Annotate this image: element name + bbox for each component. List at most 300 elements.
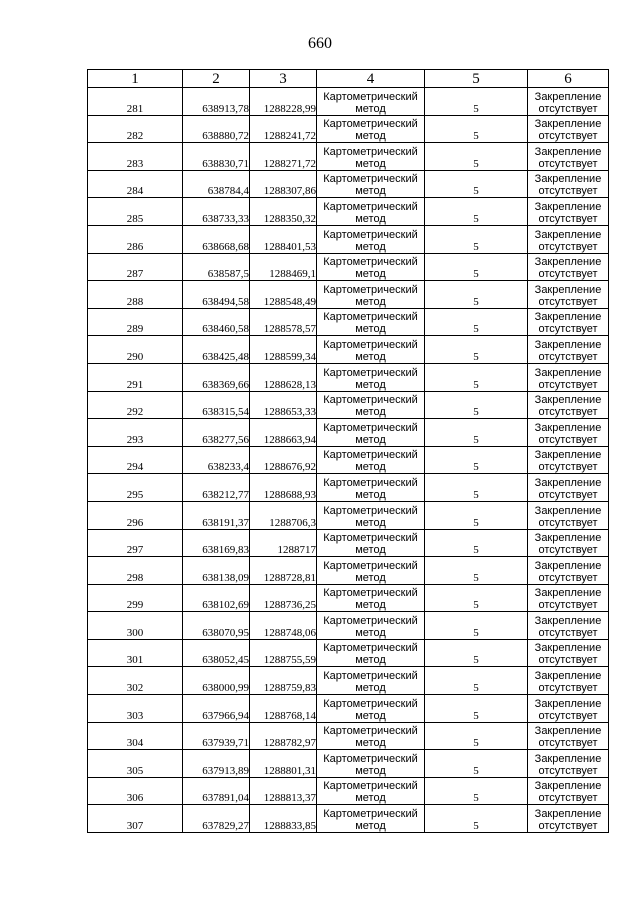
fixing-text-line: отсутствует [538,709,598,722]
header-col-6: 6 [528,70,609,88]
point-number-cell: 296 [88,501,183,529]
header-row [88,70,609,88]
fixing-cell [528,446,609,474]
accuracy-cell: 5 [425,474,528,502]
method-text-line: метод [355,378,386,391]
x-coordinate-cell: 638668,68 [183,225,250,253]
method-cell [317,557,425,585]
x-coordinate-cell: 638460,58 [183,308,250,336]
accuracy-cell: 5 [425,419,528,447]
fixing-text-line: Закрепление [534,614,602,627]
fixing-cell [528,253,609,281]
method-text-line: Картометрический [323,366,418,379]
method-cell [317,639,425,667]
fixing-cell [528,143,609,171]
method-text-line: Картометрический [323,587,418,600]
x-coordinate-cell: 638784,4 [183,170,250,198]
header-col-1: 1 [88,70,183,88]
x-coordinate-cell: 637913,89 [183,750,250,778]
table-row [88,722,609,750]
y-coordinate-cell: 1288307,86 [250,170,317,198]
fixing-text-line: Закрепление [534,421,602,434]
y-coordinate-cell: 1288728,81 [250,557,317,585]
point-number-cell: 286 [88,225,183,253]
fixing-text-line: отсутствует [538,212,598,225]
y-coordinate-cell: 1288241,72 [250,115,317,143]
table-row [88,143,609,171]
method-cell [317,584,425,612]
fixing-text-line: отсутствует [538,378,598,391]
fixing-cell [528,612,609,640]
table-row [88,667,609,695]
method-cell [317,695,425,723]
table-row [88,557,609,585]
fixing-text-line: отсутствует [538,323,598,336]
y-coordinate-cell: 1288628,13 [250,363,317,391]
method-text-line: метод [355,626,386,639]
method-text-line: метод [355,240,386,253]
method-cell [317,391,425,419]
fixing-text-line: Закрепление [534,228,602,241]
method-text-line: метод [355,682,386,695]
y-coordinate-cell: 1288748,06 [250,612,317,640]
fixing-cell [528,474,609,502]
fixing-text-line: Закрепление [534,476,602,489]
table-row [88,612,609,640]
fixing-cell [528,722,609,750]
x-coordinate-cell: 638169,83 [183,529,250,557]
fixing-text-line: отсутствует [538,268,598,281]
method-cell [317,198,425,226]
method-text-line: метод [355,212,386,225]
fixing-text-line: отсутствует [538,157,598,170]
accuracy-cell: 5 [425,446,528,474]
method-cell [317,88,425,116]
x-coordinate-cell: 638212,77 [183,474,250,502]
accuracy-cell: 5 [425,88,528,116]
accuracy-cell: 5 [425,529,528,557]
fixing-text-line: Закрепление [534,504,602,517]
fixing-text-line: Закрепление [534,642,602,655]
y-coordinate-cell: 1288833,85 [250,805,317,833]
method-cell [317,446,425,474]
x-coordinate-cell: 638000,99 [183,667,250,695]
y-coordinate-cell: 1288801,31 [250,750,317,778]
fixing-text-line: Закрепление [534,366,602,379]
method-cell [317,143,425,171]
method-text-line: Картометрический [323,642,418,655]
method-cell [317,253,425,281]
header-col-2: 2 [183,70,250,88]
table-row [88,419,609,447]
method-text-line: метод [355,268,386,281]
point-number-cell: 297 [88,529,183,557]
x-coordinate-cell: 638733,33 [183,198,250,226]
fixing-text-line: Закрепление [534,808,602,821]
header-col-4: 4 [317,70,425,88]
method-text-line: метод [355,157,386,170]
method-text-line: метод [355,350,386,363]
fixing-text-line: отсутствует [538,516,598,529]
method-text-line: Картометрический [323,228,418,241]
table-row [88,391,609,419]
method-text-line: Картометрический [323,504,418,517]
method-text-line: Картометрический [323,476,418,489]
table-row [88,584,609,612]
accuracy-cell: 5 [425,198,528,226]
point-number-cell: 290 [88,336,183,364]
point-number-cell: 293 [88,419,183,447]
fixing-text-line: Закрепление [534,697,602,710]
method-cell [317,612,425,640]
x-coordinate-cell: 638315,54 [183,391,250,419]
method-text-line: метод [355,571,386,584]
point-number-cell: 295 [88,474,183,502]
method-text-line: метод [355,709,386,722]
method-text-line: метод [355,130,386,143]
point-number-cell: 287 [88,253,183,281]
y-coordinate-cell: 1288755,59 [250,639,317,667]
fixing-text-line: Закрепление [534,145,602,158]
fixing-text-line: Закрепление [534,449,602,462]
method-text-line: Картометрический [323,283,418,296]
table-row [88,805,609,833]
table-row [88,253,609,281]
method-text-line: Картометрический [323,311,418,324]
accuracy-cell: 5 [425,639,528,667]
point-number-cell: 283 [88,143,183,171]
fixing-text-line: Закрепление [534,173,602,186]
fixing-cell [528,805,609,833]
x-coordinate-cell: 637966,94 [183,695,250,723]
method-text-line: Картометрический [323,118,418,131]
x-coordinate-cell: 637891,04 [183,777,250,805]
fixing-text-line: Закрепление [534,752,602,765]
method-cell [317,501,425,529]
y-coordinate-cell: 1288228,99 [250,88,317,116]
method-cell [317,722,425,750]
table-row [88,777,609,805]
y-coordinate-cell: 1288578,57 [250,308,317,336]
method-text-line: Картометрический [323,670,418,683]
x-coordinate-cell: 638070,95 [183,612,250,640]
table-row [88,363,609,391]
method-text-line: метод [355,185,386,198]
fixing-text-line: отсутствует [538,792,598,805]
fixing-text-line: Закрепление [534,394,602,407]
method-text-line: Картометрический [323,200,418,213]
accuracy-cell: 5 [425,281,528,309]
method-cell [317,419,425,447]
fixing-text-line: отсутствует [538,295,598,308]
method-cell [317,281,425,309]
point-number-cell: 298 [88,557,183,585]
y-coordinate-cell: 1288676,92 [250,446,317,474]
header-col-5: 5 [425,70,528,88]
method-text-line: метод [355,764,386,777]
method-text-line: метод [355,544,386,557]
table-row [88,88,609,116]
x-coordinate-cell: 638880,72 [183,115,250,143]
point-number-cell: 285 [88,198,183,226]
method-cell [317,170,425,198]
fixing-cell [528,336,609,364]
fixing-cell [528,584,609,612]
method-text-line: метод [355,516,386,529]
accuracy-cell: 5 [425,501,528,529]
x-coordinate-cell: 638494,58 [183,281,250,309]
method-text-line: Картометрический [323,697,418,710]
table-header [88,70,609,88]
point-number-cell: 289 [88,308,183,336]
fixing-cell [528,363,609,391]
coordinates-table [87,69,609,833]
table-row [88,474,609,502]
fixing-text-line: отсутствует [538,130,598,143]
method-text-line: Картометрический [323,725,418,738]
method-text-line: метод [355,792,386,805]
method-text-line: метод [355,599,386,612]
fixing-cell [528,308,609,336]
fixing-text-line: отсутствует [538,240,598,253]
fixing-cell [528,501,609,529]
method-text-line: Картометрический [323,338,418,351]
fixing-text-line: Закрепление [534,90,602,103]
x-coordinate-cell: 638913,78 [183,88,250,116]
fixing-text-line: Закрепление [534,118,602,131]
y-coordinate-cell: 1288759,83 [250,667,317,695]
point-number-cell: 299 [88,584,183,612]
y-coordinate-cell: 1288706,3 [250,501,317,529]
fixing-text-line: Закрепление [534,311,602,324]
y-coordinate-cell: 1288813,37 [250,777,317,805]
fixing-text-line: отсутствует [538,571,598,584]
method-cell [317,115,425,143]
fixing-text-line: Закрепление [534,780,602,793]
table-row [88,501,609,529]
fixing-text-line: отсутствует [538,350,598,363]
y-coordinate-cell: 1288688,93 [250,474,317,502]
method-text-line: Картометрический [323,449,418,462]
fixing-cell [528,115,609,143]
point-number-cell: 292 [88,391,183,419]
fixing-cell [528,281,609,309]
table-row [88,170,609,198]
y-coordinate-cell: 1288401,53 [250,225,317,253]
point-number-cell: 282 [88,115,183,143]
y-coordinate-cell: 1288548,49 [250,281,317,309]
y-coordinate-cell: 1288469,1 [250,253,317,281]
y-coordinate-cell: 1288663,94 [250,419,317,447]
fixing-text-line: отсутствует [538,820,598,833]
fixing-cell [528,529,609,557]
table-body [88,88,609,833]
method-text-line: метод [355,406,386,419]
method-text-line: метод [355,295,386,308]
point-number-cell: 291 [88,363,183,391]
method-text-line: Картометрический [323,145,418,158]
fixing-text-line: Закрепление [534,338,602,351]
accuracy-cell: 5 [425,253,528,281]
method-cell [317,750,425,778]
fixing-cell [528,88,609,116]
fixing-cell [528,419,609,447]
accuracy-cell: 5 [425,391,528,419]
fixing-text-line: Закрепление [534,559,602,572]
table-row [88,198,609,226]
method-cell [317,667,425,695]
x-coordinate-cell: 637939,71 [183,722,250,750]
method-text-line: метод [355,102,386,115]
method-text-line: Картометрический [323,614,418,627]
fixing-text-line: отсутствует [538,544,598,557]
x-coordinate-cell: 638191,37 [183,501,250,529]
table-row [88,695,609,723]
fixing-text-line: отсутствует [538,185,598,198]
table-row [88,639,609,667]
fixing-text-line: Закрепление [534,532,602,545]
fixing-cell [528,391,609,419]
method-cell [317,336,425,364]
method-text-line: Картометрический [323,394,418,407]
method-cell [317,308,425,336]
method-text-line: Картометрический [323,256,418,269]
x-coordinate-cell: 638277,56 [183,419,250,447]
method-text-line: Картометрический [323,421,418,434]
method-text-line: Картометрический [323,532,418,545]
accuracy-cell: 5 [425,750,528,778]
method-cell [317,363,425,391]
accuracy-cell: 5 [425,308,528,336]
x-coordinate-cell: 638369,66 [183,363,250,391]
fixing-text-line: отсутствует [538,406,598,419]
fixing-text-line: Закрепление [534,587,602,600]
fixing-cell [528,777,609,805]
y-coordinate-cell: 1288599,34 [250,336,317,364]
fixing-cell [528,750,609,778]
x-coordinate-cell: 638425,48 [183,336,250,364]
point-number-cell: 305 [88,750,183,778]
accuracy-cell: 5 [425,695,528,723]
accuracy-cell: 5 [425,170,528,198]
page-number: 660 [308,35,332,52]
accuracy-cell: 5 [425,336,528,364]
fixing-text-line: отсутствует [538,626,598,639]
method-text-line: метод [355,433,386,446]
method-text-line: метод [355,820,386,833]
x-coordinate-cell: 638138,09 [183,557,250,585]
accuracy-cell: 5 [425,722,528,750]
fixing-text-line: отсутствует [538,461,598,474]
fixing-cell [528,225,609,253]
accuracy-cell: 5 [425,143,528,171]
x-coordinate-cell: 638830,71 [183,143,250,171]
table-row [88,281,609,309]
point-number-cell: 301 [88,639,183,667]
table-row [88,750,609,778]
accuracy-cell: 5 [425,225,528,253]
accuracy-cell: 5 [425,612,528,640]
y-coordinate-cell: 1288736,25 [250,584,317,612]
fixing-text-line: Закрепление [534,200,602,213]
method-text-line: Картометрический [323,780,418,793]
method-cell [317,225,425,253]
x-coordinate-cell: 638102,69 [183,584,250,612]
y-coordinate-cell: 1288782,97 [250,722,317,750]
point-number-cell: 304 [88,722,183,750]
fixing-text-line: отсутствует [538,433,598,446]
method-cell [317,805,425,833]
method-text-line: метод [355,737,386,750]
fixing-text-line: Закрепление [534,725,602,738]
fixing-text-line: отсутствует [538,102,598,115]
method-text-line: Картометрический [323,559,418,572]
method-text-line: метод [355,654,386,667]
fixing-cell [528,639,609,667]
fixing-text-line: Закрепление [534,283,602,296]
fixing-text-line: отсутствует [538,488,598,501]
accuracy-cell: 5 [425,584,528,612]
y-coordinate-cell: 1288350,32 [250,198,317,226]
fixing-text-line: Закрепление [534,670,602,683]
fixing-text-line: отсутствует [538,764,598,777]
x-coordinate-cell: 638233,4 [183,446,250,474]
table-row [88,308,609,336]
accuracy-cell: 5 [425,777,528,805]
point-number-cell: 300 [88,612,183,640]
method-text-line: метод [355,461,386,474]
accuracy-cell: 5 [425,557,528,585]
method-text-line: Картометрический [323,90,418,103]
fixing-text-line: отсутствует [538,599,598,612]
fixing-cell [528,557,609,585]
fixing-text-line: отсутствует [538,654,598,667]
y-coordinate-cell: 1288768,14 [250,695,317,723]
fixing-cell [528,695,609,723]
accuracy-cell: 5 [425,363,528,391]
table-row [88,529,609,557]
point-number-cell: 294 [88,446,183,474]
point-number-cell: 284 [88,170,183,198]
fixing-cell [528,198,609,226]
method-cell [317,474,425,502]
fixing-cell [528,667,609,695]
accuracy-cell: 5 [425,667,528,695]
method-cell [317,777,425,805]
table-row [88,336,609,364]
method-text-line: Картометрический [323,173,418,186]
y-coordinate-cell: 1288717 [250,529,317,557]
point-number-cell: 288 [88,281,183,309]
x-coordinate-cell: 638587,5 [183,253,250,281]
method-text-line: метод [355,323,386,336]
fixing-text-line: Закрепление [534,256,602,269]
point-number-cell: 307 [88,805,183,833]
fixing-text-line: отсутствует [538,737,598,750]
table-row [88,446,609,474]
point-number-cell: 281 [88,88,183,116]
fixing-text-line: отсутствует [538,682,598,695]
fixing-cell [528,170,609,198]
point-number-cell: 306 [88,777,183,805]
header-col-3: 3 [250,70,317,88]
method-text-line: метод [355,488,386,501]
method-text-line: Картометрический [323,808,418,821]
table-row [88,225,609,253]
x-coordinate-cell: 638052,45 [183,639,250,667]
y-coordinate-cell: 1288653,33 [250,391,317,419]
method-cell [317,529,425,557]
